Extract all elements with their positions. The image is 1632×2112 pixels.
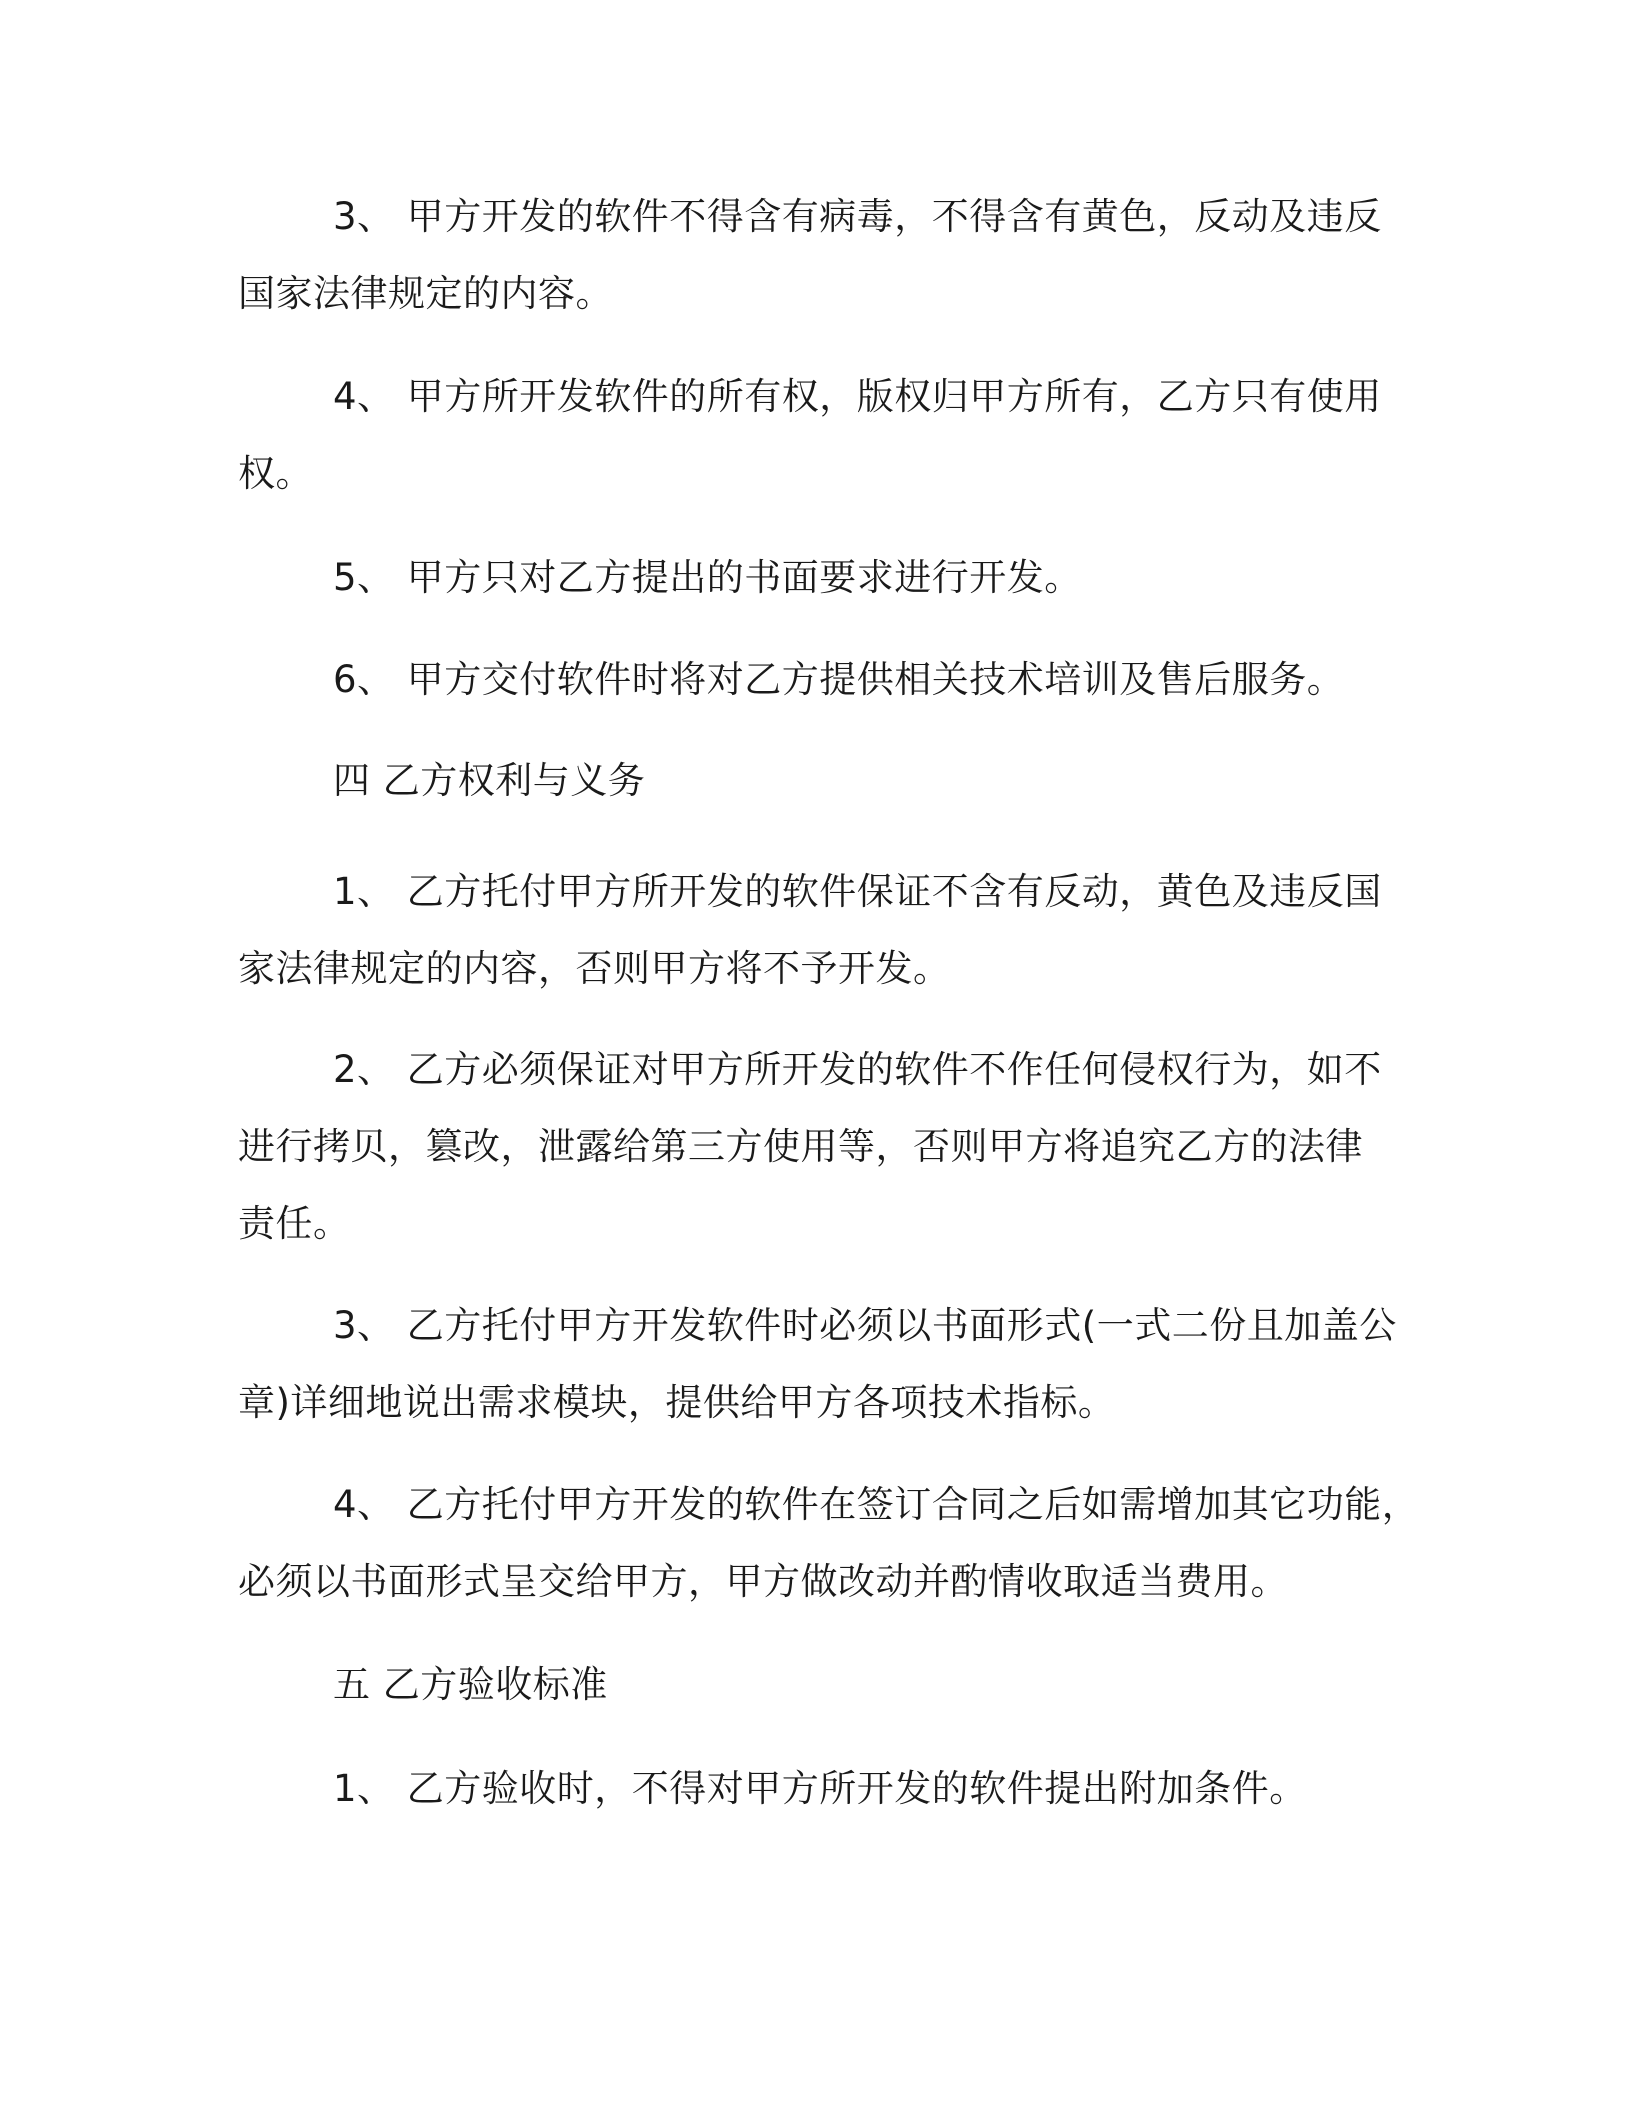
section-heading-4: 四 乙方权利与义务: [333, 759, 646, 802]
clause-b3-written-specs: 3、 乙方托付甲方开发软件时必须以书面形式(一式二份且加盖公 章)详细地说出需求模块，提供给甲方各项技术指标。: [238, 1304, 1397, 1424]
section-heading-5: 五 乙方验收标准: [333, 1663, 608, 1706]
clause-c1-acceptance: 1、 乙方验收时，不得对甲方所开发的软件提出附加条件。: [333, 1767, 1307, 1810]
clause-b1-content-guarantee: 1、 乙方托付甲方所开发的软件保证不含有反动，黄色及违反国 家法律规定的内容，否则甲方将不予开发。: [238, 870, 1382, 990]
clause-a4-ownership: 4、 甲方所开发软件的所有权，版权归甲方所有，乙方只有使用 权。: [238, 375, 1382, 495]
clause-b4-additional-features: 4、 乙方托付甲方开发的软件在签订合同之后如需增加其它功能， 必须以书面形式呈交给甲方，甲方做改动并酌情收取适当费用。: [238, 1483, 1420, 1603]
clause-a6-training-service: 6、 甲方交付软件时将对乙方提供相关技术培训及售后服务。: [333, 658, 1345, 701]
clause-a5-written-requirements: 5、 甲方只对乙方提出的书面要求进行开发。: [333, 556, 1082, 599]
clause-a3-developer-content: 3、 甲方开发的软件不得含有病毒，不得含有黄色，反动及违反 国家法律规定的内容。: [238, 195, 1382, 315]
clause-b2-no-infringement: 2、 乙方必须保证对甲方所开发的软件不作任何侵权行为，如不 进行拷贝，篡改，泄露给第三方使用等，否则甲方将追究乙方的法律 责任。: [238, 1048, 1382, 1245]
